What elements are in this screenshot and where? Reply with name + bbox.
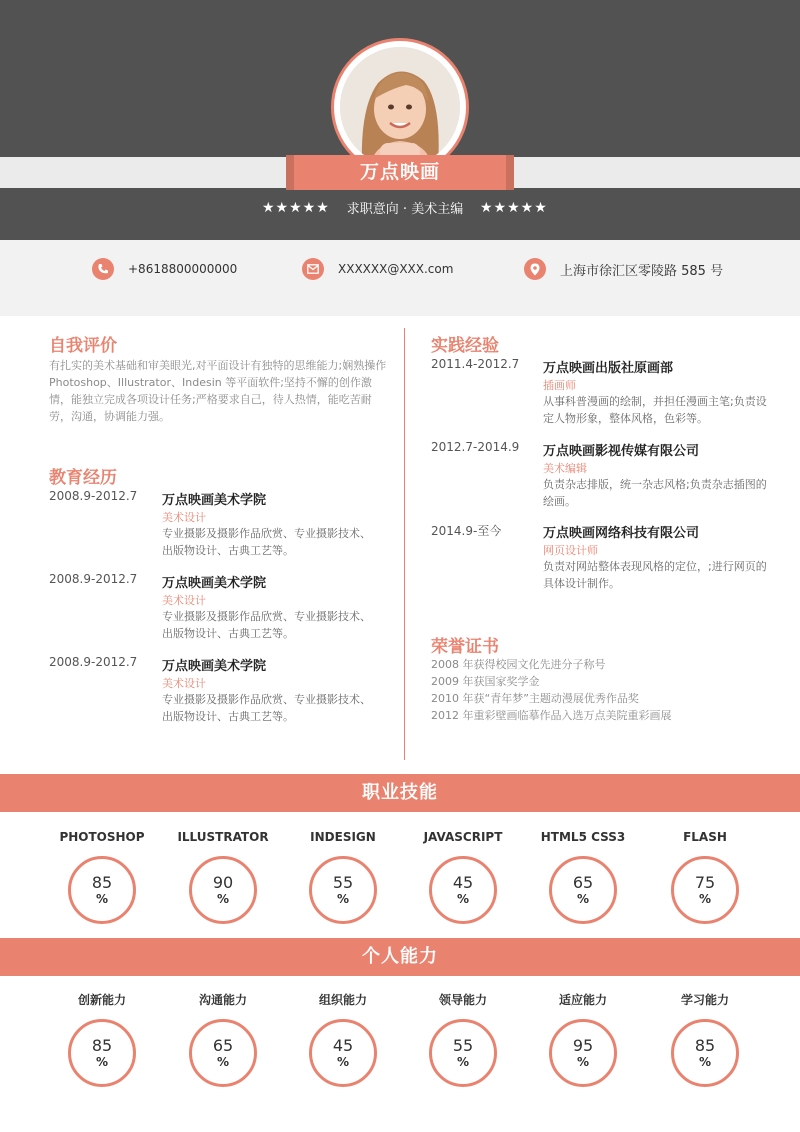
ability-name: 沟通能力 [198,993,247,1007]
ability-circle [189,1019,257,1087]
skill-value: 65 [572,873,594,892]
percent-sign: % [698,1055,712,1069]
self-eval-title: 自我评价 [49,336,117,356]
skill-item [47,828,157,924]
honors-title: 荣誉证书 [431,637,499,657]
contact-bar [0,240,800,316]
contact-email [302,258,453,280]
entry-org: 万点映画美术学院 [162,576,267,591]
abilities-band-title: 个人能力 [0,938,800,976]
skill-item [650,828,760,924]
practice-title: 实践经验 [431,336,499,356]
honor-item: 2012 年重彩壁画临摹作品入选万点美院重彩画展 [431,709,672,722]
percent-sign: % [216,1055,230,1069]
skill-item [288,828,398,924]
entry-desc: 专业摄影及摄影作品欣赏、专业摄影技术、出版物设计、古典工艺等。 [162,610,371,640]
entry-org: 万点映画美术学院 [162,493,267,508]
percent-sign: % [576,1055,590,1069]
portrait-photo [340,47,460,167]
ability-item [168,991,278,1087]
ability-circle [309,1019,377,1087]
name-title: 万点映画 [294,155,506,190]
address-text: 上海市徐汇区零陵路 585 号 [560,263,724,279]
percent-sign: % [576,892,590,906]
job-intent: 求职意向 · 美术主编 [346,202,464,217]
ability-item [528,991,638,1087]
ability-value: 45 [332,1036,354,1055]
percent-sign: % [336,1055,350,1069]
ability-item [408,991,518,1087]
skill-circle [309,856,377,924]
entry-date: 2014.9-至今 [431,524,502,538]
phone-icon [92,258,114,280]
location-pin-icon [524,258,546,280]
email-text: XXXXXX@XXX.com [338,262,454,276]
entry-date: 2012.7-2014.9 [431,440,520,454]
entry-desc: 专业摄影及摄影作品欣赏、专业摄影技术、出版物设计、古典工艺等。 [162,527,371,557]
mail-icon [302,258,324,280]
ability-name: 适应能力 [558,993,607,1007]
percent-sign: % [336,892,350,906]
entry-desc: 负责对网站整体表现风格的定位，;进行网页的具体设计制作。 [543,560,767,590]
header [0,0,800,240]
skill-circle [671,856,739,924]
contact-address [524,258,723,280]
percent-sign: % [95,892,109,906]
skill-value: 75 [694,873,716,892]
entry-role: 美术编辑 [543,462,587,475]
avatar [340,47,460,167]
skill-name: ILLUSTRATOR [177,830,269,844]
entry-desc: 从事科普漫画的绘制，并担任漫画主笔;负责设定人物形象，整体风格，色彩等。 [543,395,767,425]
skill-item [528,828,638,924]
skill-name: PHOTOSHOP [59,830,145,844]
ability-circle [671,1019,739,1087]
skill-item [408,828,518,924]
honor-item: 2008 年获得校园文化先进分子称号 [431,658,606,671]
column-divider [404,328,405,760]
entry-role: 插画师 [543,379,576,392]
ability-circle [429,1019,497,1087]
ability-item [47,991,157,1087]
contact-phone [92,258,237,280]
ability-name: 组织能力 [318,993,367,1007]
ability-value: 55 [452,1036,474,1055]
skills-band-title: 职业技能 [0,774,800,812]
skill-name: HTML5 CSS3 [540,830,626,844]
skill-item [168,828,278,924]
ability-value: 85 [694,1036,716,1055]
skill-value: 55 [332,873,354,892]
skill-circle [429,856,497,924]
ability-circle [549,1019,617,1087]
entry-date: 2011.4-2012.7 [431,357,520,371]
entry-org: 万点映画美术学院 [162,659,267,674]
ability-value: 85 [91,1036,113,1055]
stars-left: ★★★★★ [262,200,330,216]
percent-sign: % [456,892,470,906]
skill-value: 45 [452,873,474,892]
entry-date: 2008.9-2012.7 [49,655,138,669]
self-eval-text: 有扎实的美术基础和审美眼光,对平面设计有独特的思维能力;娴熟操作 Photoshop、Illustrator、Indesin 等平面软件;坚持不懈的创作激情，能独立完成各项设计任务;严格要求自己，待人热情，能吃苦耐劳，沟通，协调能力强。 [49,359,387,423]
skill-value: 90 [212,873,234,892]
phone-text: +8618800000000 [128,262,238,276]
entry-role: 网页设计师 [543,544,598,557]
stars-right: ★★★★★ [480,200,548,216]
percent-sign: % [456,1055,470,1069]
ability-item [650,991,760,1087]
skill-circle [68,856,136,924]
entry-org: 万点映画网络科技有限公司 [543,526,700,541]
ability-name: 创新能力 [77,993,126,1007]
percent-sign: % [698,892,712,906]
entry-role: 美术设计 [162,594,206,607]
ability-name: 学习能力 [680,993,729,1007]
entry-date: 2008.9-2012.7 [49,489,138,503]
ability-item [288,991,398,1087]
entry-org: 万点映画出版社原画部 [543,361,674,376]
skill-circle [549,856,617,924]
honor-item: 2009 年获国家奖学金 [431,675,540,688]
skill-value: 85 [91,873,113,892]
skill-name: FLASH [683,830,727,844]
education-title: 教育经历 [49,468,117,488]
skill-name: JAVASCRIPT [423,830,503,844]
skill-name: INDESIGN [310,830,376,844]
entry-role: 美术设计 [162,677,206,690]
ability-circle [68,1019,136,1087]
ability-value: 95 [572,1036,594,1055]
entry-desc: 负责杂志排版，统一杂志风格;负责杂志插图的绘画。 [543,478,767,508]
ability-value: 65 [212,1036,234,1055]
entry-org: 万点映画影视传媒有限公司 [543,444,700,459]
percent-sign: % [216,892,230,906]
percent-sign: % [95,1055,109,1069]
entry-date: 2008.9-2012.7 [49,572,138,586]
honor-item: 2010 年获“青年梦”主题动漫展优秀作品奖 [431,692,639,705]
ability-name: 领导能力 [438,993,487,1007]
entry-desc: 专业摄影及摄影作品欣赏、专业摄影技术、出版物设计、古典工艺等。 [162,693,371,723]
skill-circle [189,856,257,924]
entry-role: 美术设计 [162,511,206,524]
